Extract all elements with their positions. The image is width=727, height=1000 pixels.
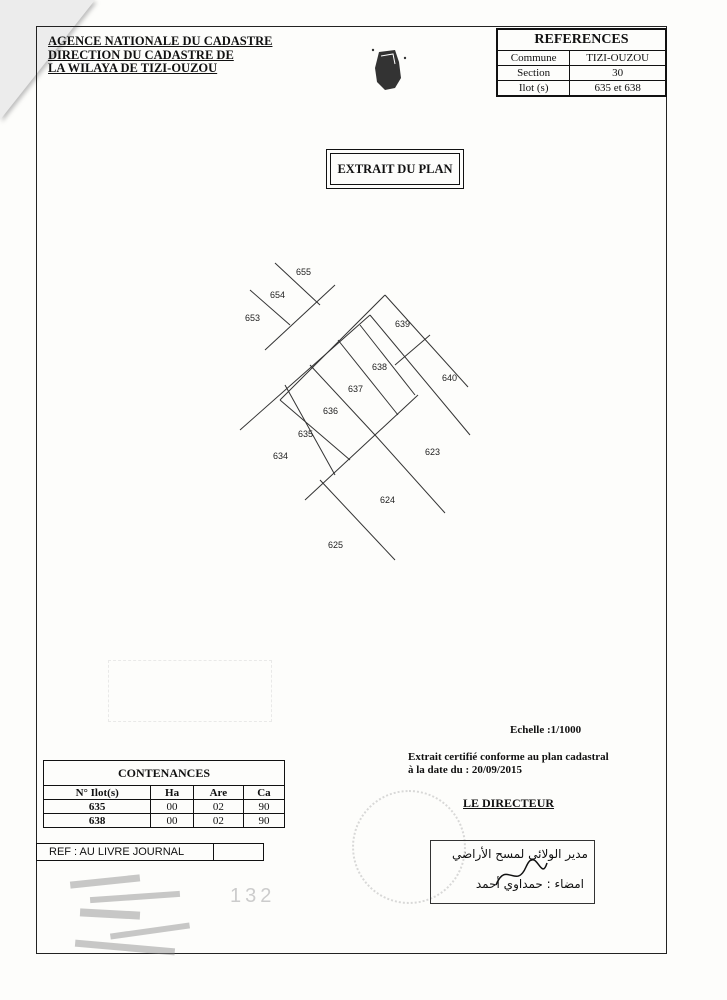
ilot-number: 638 <box>44 814 151 828</box>
contenances-table <box>43 760 285 828</box>
references-table <box>496 28 667 97</box>
parcel-label: 640 <box>442 373 458 383</box>
ha-value: 00 <box>151 800 193 814</box>
parcel-label: 653 <box>245 313 261 323</box>
signatory-title: LE DIRECTEUR <box>463 796 555 810</box>
table-row <box>497 66 666 81</box>
scale-label: Echelle :1/1000 <box>510 724 582 736</box>
document-title-box <box>326 149 464 189</box>
plan-line <box>395 335 430 365</box>
ca-value: 90 <box>243 800 284 814</box>
agency-line-1: AGENCE NATIONALE DU CADASTRE <box>48 34 273 48</box>
ref-label: Commune <box>497 51 570 66</box>
parcel-label: 655 <box>296 267 312 277</box>
table-row <box>497 51 666 66</box>
certification-line-1: Extrait certifié conforme au plan cadastral <box>408 751 609 763</box>
agency-header <box>48 35 272 76</box>
reference-note-cell <box>213 843 264 861</box>
column-header: Ca <box>243 786 284 800</box>
ha-value: 00 <box>151 814 193 828</box>
stamp-line-2: امضاء : حمداوي أحمد <box>475 877 584 891</box>
ref-label: Ilot (s) <box>497 81 570 97</box>
parcel-label: 636 <box>323 406 339 416</box>
parcel-label: 639 <box>395 319 411 329</box>
plan-line <box>338 340 398 415</box>
ref-label: Section <box>497 66 570 81</box>
plan-line <box>305 395 418 500</box>
director-stamp <box>430 840 595 904</box>
agency-line-2: DIRECTION DU CADASTRE DE <box>48 47 234 62</box>
agency-logo <box>365 42 413 104</box>
parcel-label: 623 <box>425 447 441 457</box>
table-header-row <box>44 786 285 800</box>
redacted-area <box>60 870 230 970</box>
ilot-number: 635 <box>44 800 151 814</box>
column-header: N° Ilot(s) <box>44 786 151 800</box>
parcel-label: 638 <box>372 362 388 372</box>
certification-line-2: à la date du : 20/09/2015 <box>408 764 522 776</box>
plan-line <box>310 365 375 435</box>
parcel-label: 625 <box>328 540 344 550</box>
ref-value: 635 et 638 <box>570 81 666 97</box>
ca-value: 90 <box>243 814 284 828</box>
table-row <box>44 814 285 828</box>
reference-note: REF : AU LIVRE JOURNAL <box>49 846 185 858</box>
stamp-line-1: مدير الولائي لمسح الأراضي <box>451 847 588 861</box>
column-header: Ha <box>151 786 193 800</box>
faint-number: 132 <box>230 885 276 907</box>
are-value: 02 <box>193 800 243 814</box>
parcel-label: 624 <box>380 495 396 505</box>
parcel-label: 654 <box>270 290 286 300</box>
certification <box>408 751 609 777</box>
parcel-label: 634 <box>273 451 289 461</box>
plan-line <box>280 295 388 400</box>
faint-stamp <box>108 660 272 722</box>
plan-line <box>240 315 370 430</box>
ref-value: 30 <box>570 66 666 81</box>
document-title: EXTRAIT DU PLAN <box>330 153 460 185</box>
references-title: REFERENCES <box>497 29 666 51</box>
parcel-label: 635 <box>298 429 314 439</box>
agency-line-3: LA WILAYA DE TIZI-OUZOU <box>48 61 218 75</box>
reference-note-box <box>36 843 264 861</box>
table-row <box>44 800 285 814</box>
column-header: Are <box>193 786 243 800</box>
signature <box>491 855 551 895</box>
plan-line <box>280 400 350 460</box>
parcel-label: 637 <box>348 384 364 394</box>
cadastral-plan <box>220 255 500 575</box>
are-value: 02 <box>193 814 243 828</box>
contenances-title: CONTENANCES <box>44 761 285 786</box>
ref-value: TIZI-OUZOU <box>570 51 666 66</box>
table-row <box>497 81 666 97</box>
